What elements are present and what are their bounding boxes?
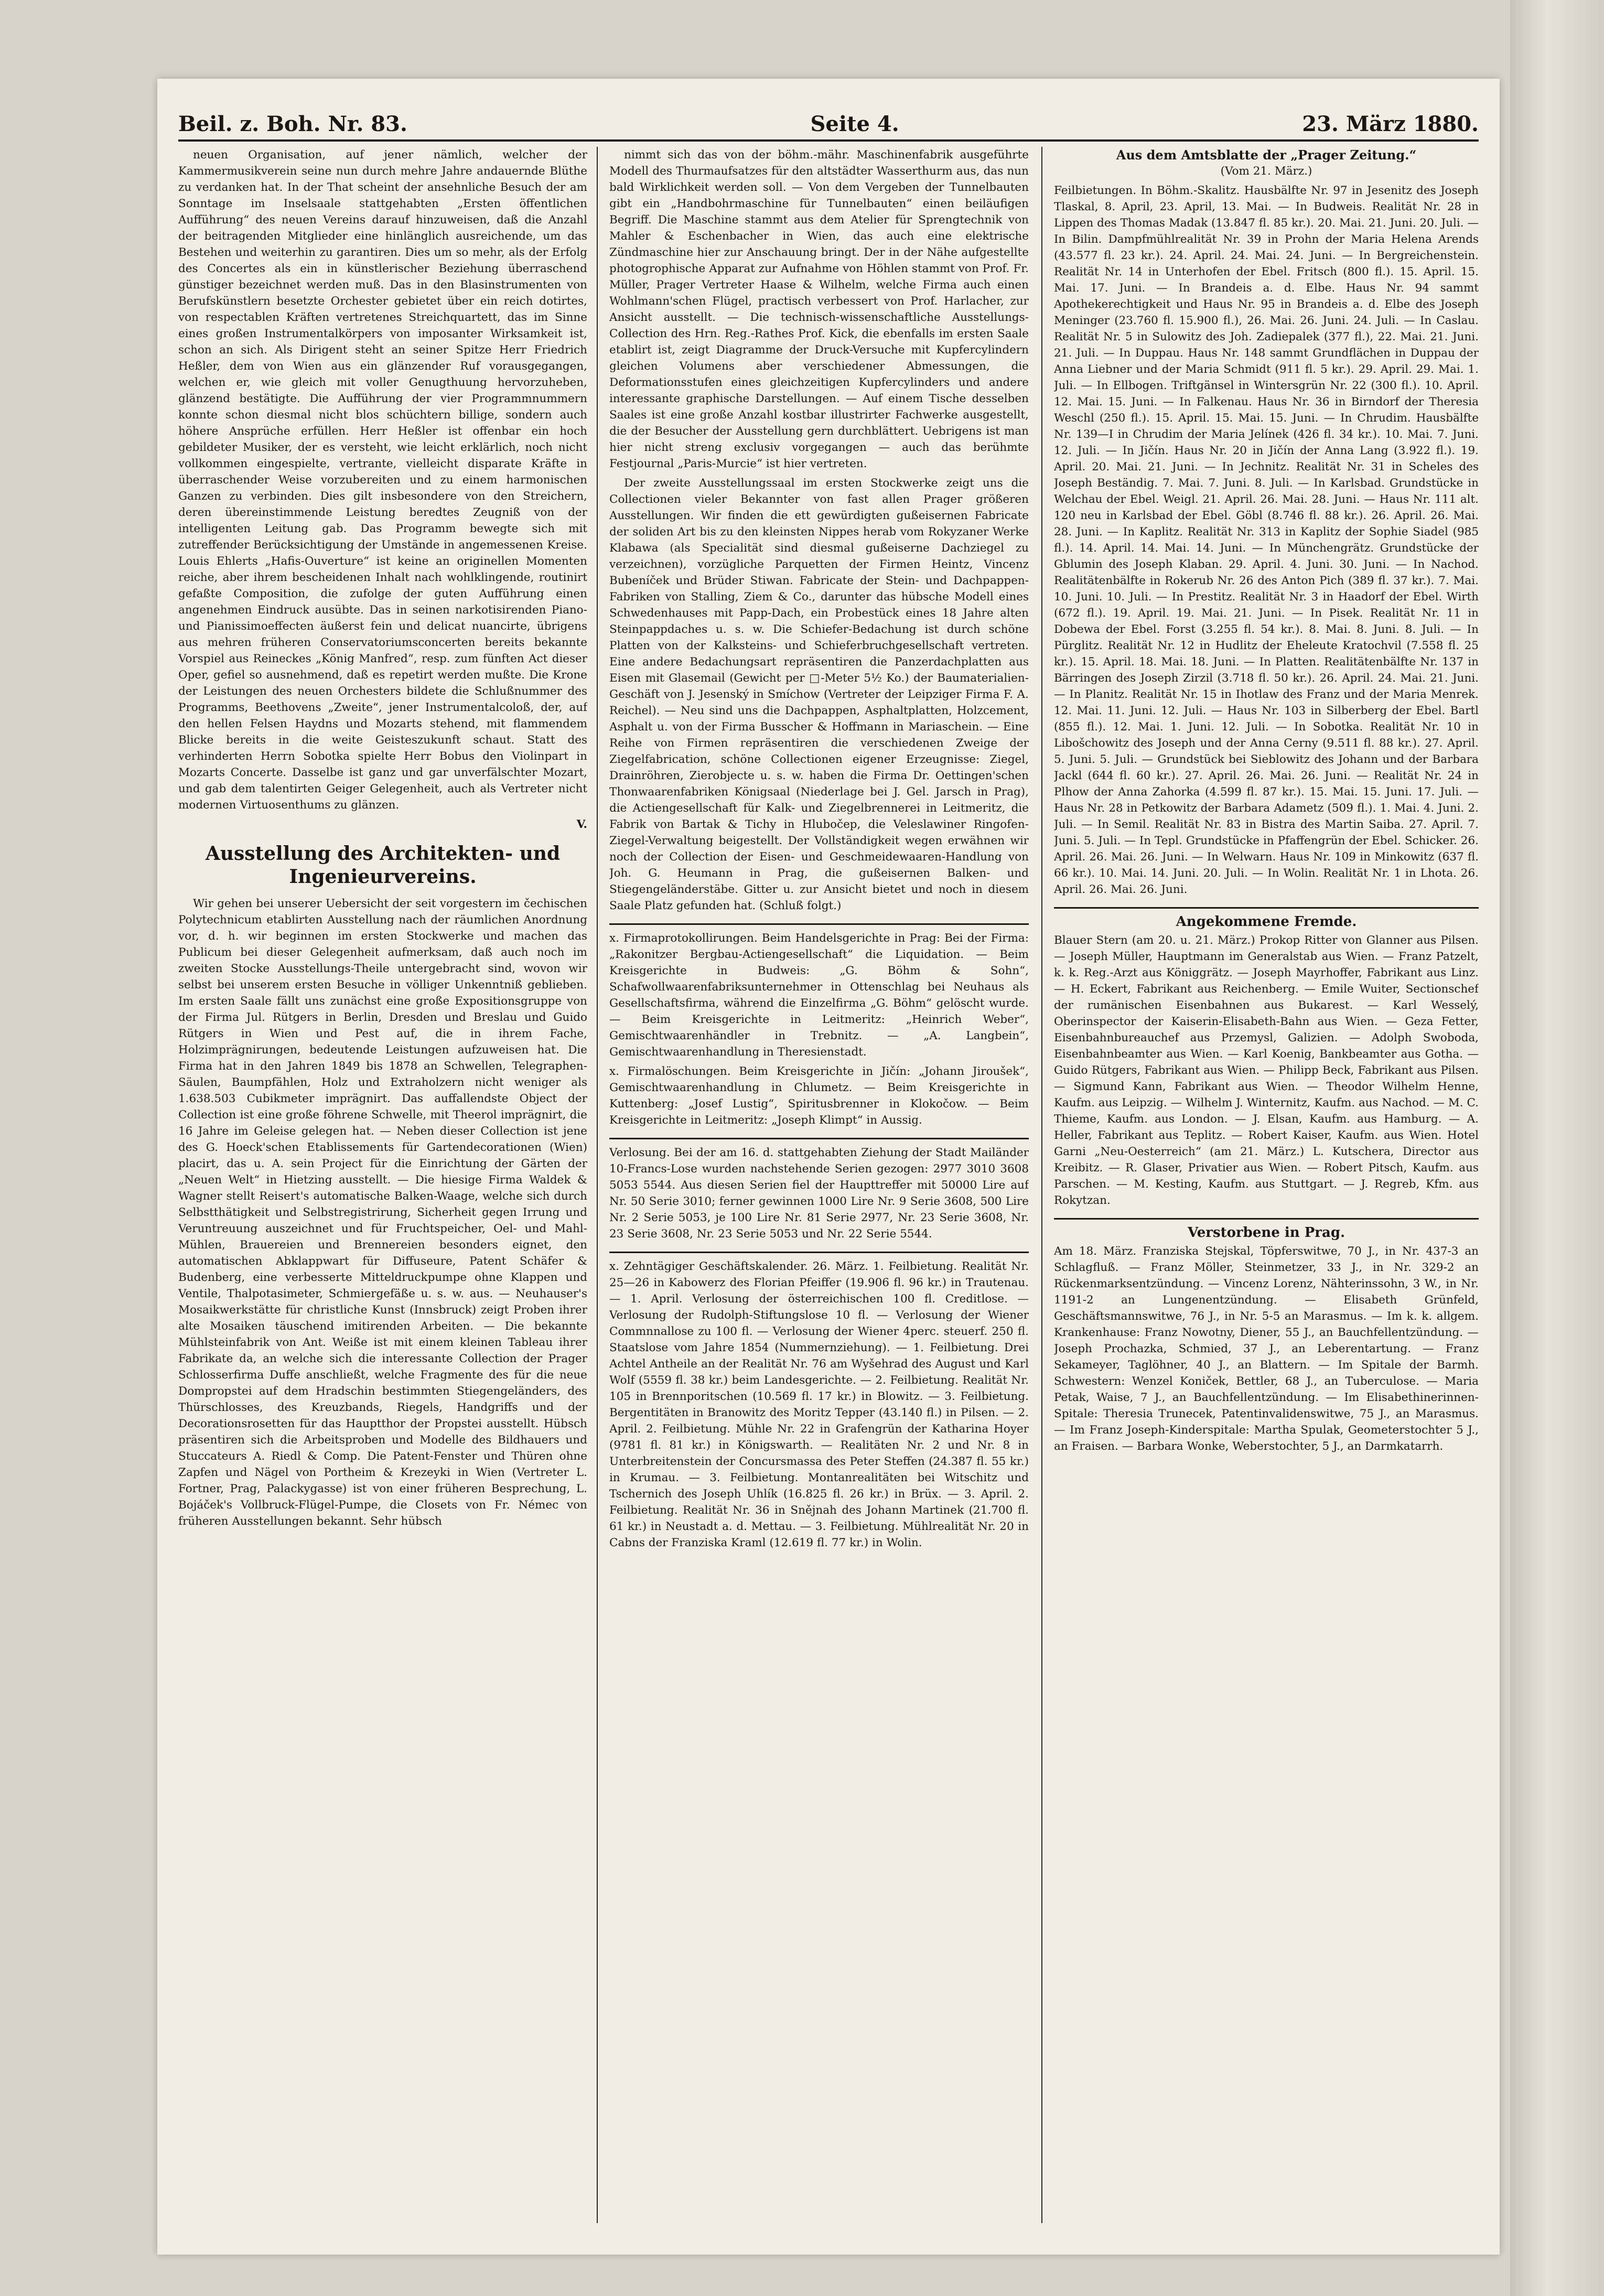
exhibition-article-continued: nimmt sich das von der böhm.-mähr. Maschinenfabrik ausgeführte Modell des Thurmaufsatzes für den altstädter Wasserthurm aus, das nun bald Wirklichkeit werden soll. — Von dem Vergeben der Tunnelbauten gibt ein „Handbohrmaschine für Tunnelbauten“ einen beiläufigen Begriff. Die Maschine stammt aus dem Atelier für Sprengtechnik von Mahler & Eschenbacher in Wien, das auch eine elektrische Zündmaschine hier zur Anschauung bringt. Der in der Nähe aufgestellte photogrophische Apparat zur Aufnahme von Höhlen stammt von Prof. Fr. Müller, Prager Vertreter Haase & Wilhelm, welche Firma auch einen Wohlmann'schen Flügel, practisch verbessert von Prof. Harlacher, zur Ansicht ausstellt. — Die technisch-wissenschaftliche Ausstellungs-Collection des Hrn. Reg.-Rathes Prof. Kick, die ebenfalls im ersten Saale etablirt ist, zeigt Diagramme der Druck-Versuche mit Kupfercylindern gleichen Volumens aber verschiedener Abmessungen, die Deformationsstufen eines gleichzeitigen Kupfercylinders und andere interessante graphische Darstellungen. — Auf einem Tische desselben Saales ist eine große Anzahl kostbar illustrirter Fachwerke ausgestellt, die der Besucher der Ausstellung gern durchblättert. Uebrigens ist man hier nicht streng exclusiv vorgegangen — auch das berühmte Festjournal „Paris-Murcie“ ist hier vertreten. bbox=[609, 148, 1029, 470]
column-right bbox=[1054, 147, 1479, 2228]
lottery-notice: Verlosung. Bei der am 16. d. stattgehabten Ziehung der Stadt Mailänder 10-Francs-Lose wurden nachstehende Serien gezogen: 2977 3010 3608 5053 5544. Aus diesen Serien fiel der Haupttreffer mit 50000 Lire auf Nr. 50 Serie 3010; ferner gewinnen 1000 Lire Nr. 9 Serie 3608, 500 Lire Nr. 2 Serie 5053, je 100 Lire Nr. 81 Serie 2977, Nr. 23 Serie 3608, Nr. 23 Serie 3608, Nr. 23 Serie 5053 und Nr. 22 Serie 5544. bbox=[609, 1146, 1029, 1241]
auction-listings: Feilbietungen. In Böhm.-Skalitz. Hausbälfte Nr. 97 in Jesenitz des Joseph Tlaskal, 8. April, 23. April, 13. Mai. — In Budweis. Realität Nr. 28 in Lippen des Thomas Madak (13.847 fl. 85 kr.). 20. Mai. 21. Juni. 20. Juli. — In Bilin. Dampfmühlrealität Nr. 39 in Prohn der Maria Helena Arends (43.577 fl. 23 kr.). 24. April. 24. Mai. 24. Juni. — In Bergreichenstein. Realität Nr. 14 in Unterhofen der Ebel. Fritsch (800 fl.). 15. April. 15. Mai. 17. Juni. — In Brandeis a. d. Elbe. Haus Nr. 94 sammt Apothekerechtigkeit und Haus Nr. 95 in Brandeis a. d. Elbe des Joseph Meninger (23.760 fl. 15.900 fl.), 26. Mai. 26. Juni. 24. Juli. — In Caslau. Realität Nr. 5 in Sulowitz des Joh. Zadiepalek (377 fl.), 22. Mai. 21. Juni. 21. Juli. — In Duppau. Haus Nr. 148 sammt Grundflächen in Duppau der Anna Liebner und der Maria Schmidt (911 fl. 5 kr.). 29. April. 29. Mai. 1. Juli. — In Ellbogen. Triftgänsel in Wintersgrün Nr. 22 (300 fl.). 10. April. 12. Mai. 15. Juni. — In Falkenau. Haus Nr. 36 in Birndorf der Theresia Weschl (250 fl.). 15. April. 15. Mai. 15. Juni. — In Chrudim. Hausbälfte Nr. 139—I in Chrudim der Maria Jelínek (426 fl. 34 kr.). 10. Mai. 7. Juni. 12. Juli. — In Jičín. Haus Nr. 20 in Jičín der Anna Lang (3.922 fl.). 19. April. 20. Mai. 21. Juni. — In Jechnitz. Realität Nr. 31 in Scheles des Joseph Beständig. 7. Mai. 7. Juni. 8. Juli. — In Karlsbad. Grundstücke in Welchau der Ebel. Weigl. 21. April. 26. Mai. 28. Juni. — Haus Nr. 111 alt. 120 neu in Karlsbad der Ebel. Göbl (8.746 fl. 88 kr.). 26. April. 26. Mai. 28. Juni. — In Kaplitz. Realität Nr. 313 in Kaplitz der Sophie Siadel (985 fl.). 14. April. 14. Mai. 14. Juni. — In Münchengrätz. Grundstücke der Gblumin des Joseph Klaban. 29. April. 4. Juni. 30. Juni. — In Nachod. Realitätenbälfte in Rokerub Nr. 26 des Anton Pich (389 fl. 37 kr.). 7. Mai. 10. Juni. 10. Juli. — In Prestitz. Realität Nr. 3 in Haadorf der Ebel. Wirth (672 fl.). 19. April. 19. Mai. 21. Juni. — In Pisek. Realität Nr. 11 in Dobewa der Ebel. Forst (3.255 fl. 54 kr.). 8. Mai. 8. Juni. 8. Juli. — In Pürglitz. Realität Nr. 12 in Hudlitz der Eheleute Kratochvil (7.558 fl. 25 kr.). 15. April. 18. Mai. 18. Juni. — In Platten. Realitätenbälfte Nr. 137 in Bärringen des Joseph Zirzil (3.718 fl. 50 kr.). 26. April. 24. Mai. 21. Juni. — In Planitz. Realität Nr. 15 in Ihotlaw des Franz und der Maria Menrek. 12. Mai. 11. Juni. 12. Juli. — Haus Nr. 103 in Silberberg der Ebel. Bartl (855 fl.). 12. Mai. 1. Juni. 12. Juli. — In Sobotka. Realität Nr. 10 in Libošchowitz des Joseph und der Anna Cerny (9.511 fl. 88 kr.). 27. April. 5. Juni. 5. Juli. — Grundstück bei Sieblowitz des Johann und der Barbara Jackl (644 fl. 60 kr.). 27. April. 26. Mai. 26. Juni. — Realität Nr. 24 in Plhow der Anna Zahorka (4.599 fl. 87 kr.). 15. Mai. 15. Juni. 17. Juli. — Haus Nr. 28 in Petkowitz der Barbara Adametz (509 fl.). 1. Mai. 4. Juni. 2. Juli. — In Semil. Realität Nr. 83 in Bistra des Martin Saiba. 27. April. 7. Juni. 5. Juli. — In Tepl. Grundstücke in Pfaffengrün der Ebel. Schicker. 26. April. 26. Mai. 26. Juni. — In Welwarn. Haus Nr. 109 in Minkowitz (637 fl. 66 kr.). 10. Mai. 14. Juni. 20. Juli. — In Wolin. Realität Nr. 1 in Lhota. 26. April. 26. Mai. 26. Juni. bbox=[1054, 184, 1479, 896]
newspaper-page bbox=[157, 79, 1500, 2255]
exhibition-article-paragraph: Der zweite Ausstellungssaal im ersten Stockwerke zeigt uns die Collectionen vieler Bekannter von fast allen Prager größeren Ausstellungen. Wir finden die ett gewürdigten gußeisernen Fabricate der soliden Art bis zu den kleinsten Nippes herab vom Rokyzaner Werke Klabawa (als Specialität sind diesmal gußeiserne Dachziegel zu verzeichnen), vorzügliche Parquetten der Firmen Heintz, Vincenz Bubeníček und Brüder Stiwan. Fabricate der Stein- und Dachpappen-Fabriken von Stalling, Ziem & Co., darunter das hübsche Modell eines Schwedenhauses mit Papp-Dach, ein Probestück eines 18 Jahre alten Steinpappdaches u. s. w. Die Schiefer-Bedachung ist durch schöne Platten von der Kalksteins- und Schieferbruchgesellschaft vertreten. Eine andere Bedachungsart repräsentiren die Panzerdachplatten aus Eisen mit Glasemail (Gewicht per □-Meter 5½ Ko.) der Baumaterialien-Geschäft von J. Jesenský in Smíchow (Vertreter der Leipziger Firma F. A. Reichel). — Neu sind uns die Dachpappen, Asphaltplatten, Holzcement, Asphalt u. von der Firma Busscher & Hoffmann in Mariaschein. — Eine Reihe von Firmen repräsentiren die verschiedenen Zweige der Ziegelfabrication, schöne Collectionen eigener Erzeugnisse: Ziegel, Drainröhren, Zierobjecte u. s. w. haben die Firma Dr. Oettingen'schen Thonwaarenfabriken Königsaal (Niederlage bei J. Gel. Jarsch in Prag), die Actiengesellschaft für Kalk- und Ziegelbrennerei in Leitmeritz, die Fabrik von Bartak & Tichy in Hlubočep, die Veleslawiner Ringofen-Ziegel-Verwaltung beigestellt. Der Vollständigkeit wegen erwähnen wir noch der Collection der Eisen- und Geschmeidewaaren-Handlung von Joh. G. Heumann in Prag, die gußeisernen Balken- und Stiegengeländerstäbe. Gitter u. zur Ansicht bietet und noch in diesem Saale Platz gefunden hat. (Schluß folgt.) bbox=[609, 477, 1029, 912]
exhibition-article-text: Wir gehen bei unserer Uebersicht der seit vorgestern im čechischen Polytechnicum etablirten Ausstellung nach der räumlichen Anordnung vor, d. h. wir beginnen im ersten Stockwerke und machen das Publicum bei dieser Gelegenheit aufmerksam, daß auch noch im zweiten Stocke Ausstellungs-Theile untergebracht sind, wovon wir selbst bei unserem ersten Besuche in völliger Unkenntniß geblieben. Im ersten Saale fällt uns zunächst eine große Expositionsgruppe von der Firma Jul. Rütgers in Berlin, Dresden und Breslau und Guido Rütgers in Wien und Pest auf, die in ihrem Fache, Holzimprägnirungen, bedeutende Leistungen aufzuweisen hat. Die Firma hat in den Jahren 1849 bis 1878 an Schwellen, Telegraphen-Säulen, Baumpfählen, Holz und Extraholzern nicht weniger als 1.638.503 Cubikmeter imprägnirt. Das auffallendste Object der Collection ist eine große föhrene Schwelle, mit Theerol imprägnirt, die 16 Jahre im Geleise gelegen hat. — Neben dieser Collection ist jene des G. Hoeck'schen Etablissements für Gartendecorationen (Wien) placirt, das u. A. sein Project für die Einrichtung der Gärten der „Neuen Welt“ in Hietzing ausstellt. — Die hiesige Firma Waldek & Wagner stellt Reisert's automatische Balken-Waage, welche sich durch Selbstthätigkeit und Selbstregistrirung, Sicherheit gegen Irrung und Veruntreuung auszeichnet und für Fruchtspeicher, Oel- und Mahl-Mühlen, Brauereien und Brennereien besonders eignet, den automatischen Abklappwart für Diffuseure, Patent Schäfer & Budenberg, eine verbesserte Mitteldruckpumpe ohne Klappen und Ventile, Thalpotasimeter, Schmiergefäße u. s. w. aus. — Neuhauser's Mosaikwerkstätte für christliche Kunst (Innsbruck) zeigt Proben ihrer alte Mosaiken täuschend imitirenden Arbeiten. — Die bekannte Mühlsteinfabrik von Ant. Weiße ist mit einem kleinen Tableau ihrer Fabrikate da, an welche sich die interessante Collection der Prager Schlosserfirma Duffe anschließt, welche Fragmente des für die neue Dompropstei auf dem Hradschin bestimmten Stiegengeländers, des Thürschlosses, des Kreuzbands, Riegels, Handgriffs und der Decorationsrosetten für das Hauptthor der Propstei ausstellt. Hübsch präsentiren sich die Arbeitsproben und Modelle des Bildhauers und Stuccateurs A. Riedl & Comp. Die Patent-Fenster und Thüren ohne Zapfen und Nägel von Portheim & Krezeyki in Wien (Vertreter L. Fortner, Prag, Palackygasse) ist von einer früheren Besprechung, L. Bojáček's Vollbruck-Flügel-Pumpe, die Closets von Fr. Némec von früheren Ausstellungen bekannt. Sehr hübsch bbox=[178, 897, 587, 1528]
column-divider bbox=[597, 147, 598, 2223]
section-divider bbox=[609, 1252, 1029, 1253]
arrivals-list: Blauer Stern (am 20. u. 21. März.) Prokop Ritter von Glanner aus Pilsen. — Joseph Müller, Hauptmann im Generalstab aus Wien. — Franz Patzelt, k. k. Reg.-Arzt aus Königgrätz. — Joseph Mayrhoffer, Fabrikant aus Linz. — H. Eckert, Fabrikant aus Reichenberg. — Emile Wuiter, Sectionschef der rumänischen Eisenbahnen aus Bukarest. — Karl Wesselý, Oberinspector der Kaiserin-Elisabeth-Bahn aus Wien. — Geza Fetter, Eisenbahnbureauchef aus Przemysl, Galizien. — Adolph Swoboda, Eisenbahnbeamter aus Wien. — Karl Koenig, Bankbeamter aus Gotha. — Guido Rütgers, Fabrikant aus Wien. — Philipp Beck, Fabrikant aus Pilsen. — Sigmund Kann, Fabrikant aus Wien. — Theodor Wilhelm Henne, Kaufm. aus Leipzig. — Wilhelm J. Winternitz, Kaufm. aus Nachod. — M. C. Thieme, Kaufm. aus London. — J. Elsan, Kaufm. aus Hamburg. — A. Heller, Fabrikant aus Teplitz. — Robert Kaiser, Kaufm. aus Wien. Hotel Garni „Neu-Oesterreich“ (am 21. März.) L. Kutschera, Director aus Kreibitz. — R. Glaser, Privatier aus Wien. — Robert Pitsch, Kaufm. aus Parschen. — M. Kesting, Kaufm. aus Stuttgart. — J. Regreb, Kfm. aus Rokytzan. bbox=[1054, 934, 1479, 1207]
firm-registrations: x. Firmaprotokollirungen. Beim Handelsgerichte in Prag: Bei der Firma: „Rakonitzer Bergbau-Actiengesellschaft“ die Liquidation. — Beim Kreisgerichte in Budweis: „G. Böhm & Sohn“, Schafwollwaarenfabriksunternehmer in Ottenschlag bei Neuhaus als Gesellschaftsfirma, während die Einzelfirma „G. Böhm“ gelöscht wurde. — Beim Kreisgerichte in Leitmeritz: „Heinrich Weber“, Gemischtwaarenhändler in Trebnitz. — „A. Langbein“, Gemischtwaarenhandlung in Theresienstadt. bbox=[609, 932, 1029, 1059]
arrivals-heading: Angekommene Fremde. bbox=[1176, 914, 1357, 930]
column-left bbox=[178, 147, 587, 2228]
column-middle bbox=[609, 147, 1029, 2228]
page-number: Seite 4. bbox=[810, 112, 899, 136]
deaths-heading: Verstorbene in Prag. bbox=[1187, 1225, 1345, 1241]
section-divider bbox=[609, 1138, 1029, 1139]
deaths-list: Am 18. März. Franziska Stejskal, Töpferswitwe, 70 J., in Nr. 437-3 an Schlagfluß. — Franz Möller, Steinmetzer, 33 J., in Nr. 329-2 an Rückenmarksentzündung. — Vincenz Lorenz, Nähterinssohn, 3 W., in Nr. 1191-2 an Lungenentzündung. — Elisabeth Grünfeld, Geschäftsmannswitwe, 76 J., in Nr. 5-5 an Marasmus. — Im k. k. allgem. Krankenhause: Franz Nowotny, Diener, 55 J., an Bauchfellentzündung. — Joseph Prochazka, Schmied, 37 J., an Leberentartung. — Franz Sekameyer, Taglöhner, 40 J., an Blattern. — Im Spitale der Barmh. Schwestern: Wenzel Koniček, Bettler, 68 J., an Tuberculose. — Maria Petak, Waise, 7 J., an Bauchfellentzündung. — Im Elisabethinerinnen-Spitale: Theresia Trunecek, Patentinvalidenswitwe, 75 J., an Marasmus. — Im Franz Joseph-Kinderspitale: Martha Spulak, Geometerstochter 5 J., an Fraisen. — Barbara Wonke, Weberstochter, 5 J., an Darmkatarrh. bbox=[1054, 1245, 1479, 1453]
section-divider bbox=[609, 923, 1029, 925]
concert-review-text: neuen Organisation, auf jener nämlich, welcher der Kammermusikverein seine nun durch mehre Jahre andauernde Blüthe zu verdanken hat. In der That scheint der ansehnliche Besuch der am Sonntage im Inselsaale stattgehabten „Ersten öffentlichen Aufführung“ des neuen Vereins darauf hinzuweisen, daß die Anzahl der beitragenden Mitglieder eine hinlänglich ausreichende, um das Bestehen und weiterhin zu garantiren. Dies um so mehr, als der Erfolg des Concertes als ein in künstlerischer Beziehung überraschend günstiger bezeichnet werden muß. Das in den Blasinstrumenten von Berufskünstlern besetzte Orchester gebietet über ein reich dotirtes, von respectablen Kräften vertretenes Streichquartett, das im Sinne eines großen Instrumentalkörpers von imposanter Wirksamkeit ist, schon an sich. Als Dirigent steht an seiner Spitze Herr Friedrich Heßler, dem von Wien aus ein glänzender Ruf vorausgegangen, welchen er, wie gleich mit voller Genugthuung hervorzuheben, glänzend bestätigte. Die Aufführung der vier Programmnummern konnte schon diesmal nicht blos schüchtern billige, sondern auch höhere Ansprüche erfüllen. Herr Heßler ist offenbar ein hoch gebildeter Musiker, der es versteht, wie leicht erklärlich, noch nicht vollkommen eingespielte, vertrante, vielleicht disparate Kräfte in überraschender Weise vorzubereiten und zu einem harmonischen Ganzen zu verbinden. Dies gilt insbesondere von den Streichern, deren übereinstimmende Leistung beredtes Zeugniß von der intelligenten Leitung gab. Das Programm bewegte sich mit zutreffender Berücksichtigung der Umstände in angemessenen Kreise. Louis Ehlerts „Hafis-Ouverture“ ist keine an originellen Momenten reiche, aber ihrem bescheidenen Inhalt nach wohlklingende, routinirt gefaßte Composition, die zufolge der guten Aufführung einen angenehmen Eindruck ausübte. Das in seinen narkotisirenden Piano- und Pianissimoeffecten äußerst fein und delicat nuancirte, übrigens aus mehren früheren Conservatoriumsconcerten bereits bekannte Vorspiel aus Reineckes „König Manfred“, resp. zum fünften Act dieser Oper, gefiel so ausnehmend, daß es repetirt werden mußte. Die Krone der Leistungen des neuen Orchesters bildete die Schlußnummer des Programms, Beethovens „Zweite“, jener Instrumentalcoloß, der, auf den hellen Felsen Haydns und Mozarts stehend, mit flammendem Blicke bereits in die weite Geisteszukunft schaut. Statt des verhinderten Herrn Sobotka spielte Herr Bobus den Violinpart in Mozarts Concerte. Dasselbe ist ganz und gar unverfälschter Mozart, und gab dem talentirten Geiger Gelegenheit, auch als Vertreter nicht modernen Virtuosenthums zu glänzen. bbox=[178, 148, 587, 812]
scan-margin bbox=[1510, 0, 1604, 2296]
page-header bbox=[178, 100, 1479, 142]
issue-date: 23. März 1880. bbox=[1302, 112, 1479, 136]
firm-deletions: x. Firmalöschungen. Beim Kreisgerichte in Jičín: „Johann Jiroušek“, Gemischtwaarenhandlung in Chlumetz. — Beim Kreisgerichte in Kuttenberg: „Josef Lustig“, Spiritusbrenner in Klokočow. — Beim Kreisgerichte in Leitmeritz: „Joseph Klimpt“ in Aussig. bbox=[609, 1065, 1029, 1127]
official-gazette-date: (Vom 21. März.) bbox=[1220, 165, 1312, 178]
issue-number: Beil. z. Boh. Nr. 83. bbox=[178, 112, 407, 136]
author-signature: V. bbox=[576, 818, 587, 831]
official-gazette-heading: Aus dem Amtsblatte der „Prager Zeitung.“ bbox=[1116, 147, 1417, 163]
business-calendar: x. Zehntägiger Geschäftskalender. 26. März. 1. Feilbietung. Realität Nr. 25—26 in Kabowerz des Florian Pfeiffer (19.906 fl. 96 kr.) in Trautenau. — 1. April. Verlosung der österreichischen 100 fl. Creditlose. — Verlosung der Rudolph-Stiftungslose 10 fl. — Verlosung der Wiener Commnnallose zu 100 fl. — Verlosung der Wiener 4perc. steuerf. 250 fl. Staatslose vom Jahre 1854 (Nummernziehung). — 1. Feilbietung. Drei Achtel Antheile an der Realität Nr. 76 am Wyšehrad des August und Karl Wolf (5559 fl. 38 kr.) beim Landesgerichte. — 2. Feilbietung. Realität Nr. 105 in Brennporitschen (10.569 fl. 17 kr.) in Blowitz. — 3. Feilbietung. Bergentitäten in Branowitz des Moritz Tepper (43.140 fl.) in Pilsen. — 2. April. 2. Feilbietung. Mühle Nr. 22 in Grafengrün der Katharina Hoyer (9781 fl. 81 kr.) in Königswarth. — Realitäten Nr. 2 und Nr. 8 in Unterbreitenstein der Concursmassa des Peter Steffen (24.387 fl. 55 kr.) in Krumau. — 3. Feilbietung. Montanrealitäten bei Witschitz und Tschernich des Joseph Uhlík (16.825 fl. 26 kr.) in Brüx. — 3. April. 2. Feilbietung. Realität Nr. 36 in Snějnah des Johann Martinek (21.700 fl. 61 kr.) in Neustadt a. d. Mettau. — 3. Feilbietung. Mühlrealität Nr. 20 in Cabns der Franziska Kraml (12.619 fl. 77 kr.) in Wolin. bbox=[609, 1260, 1029, 1549]
column-divider bbox=[1041, 147, 1042, 2223]
article-title: Ausstellung des Architekten- und Ingenieurvereins. bbox=[205, 843, 561, 888]
section-divider bbox=[1054, 1218, 1479, 1220]
section-divider bbox=[1054, 907, 1479, 909]
